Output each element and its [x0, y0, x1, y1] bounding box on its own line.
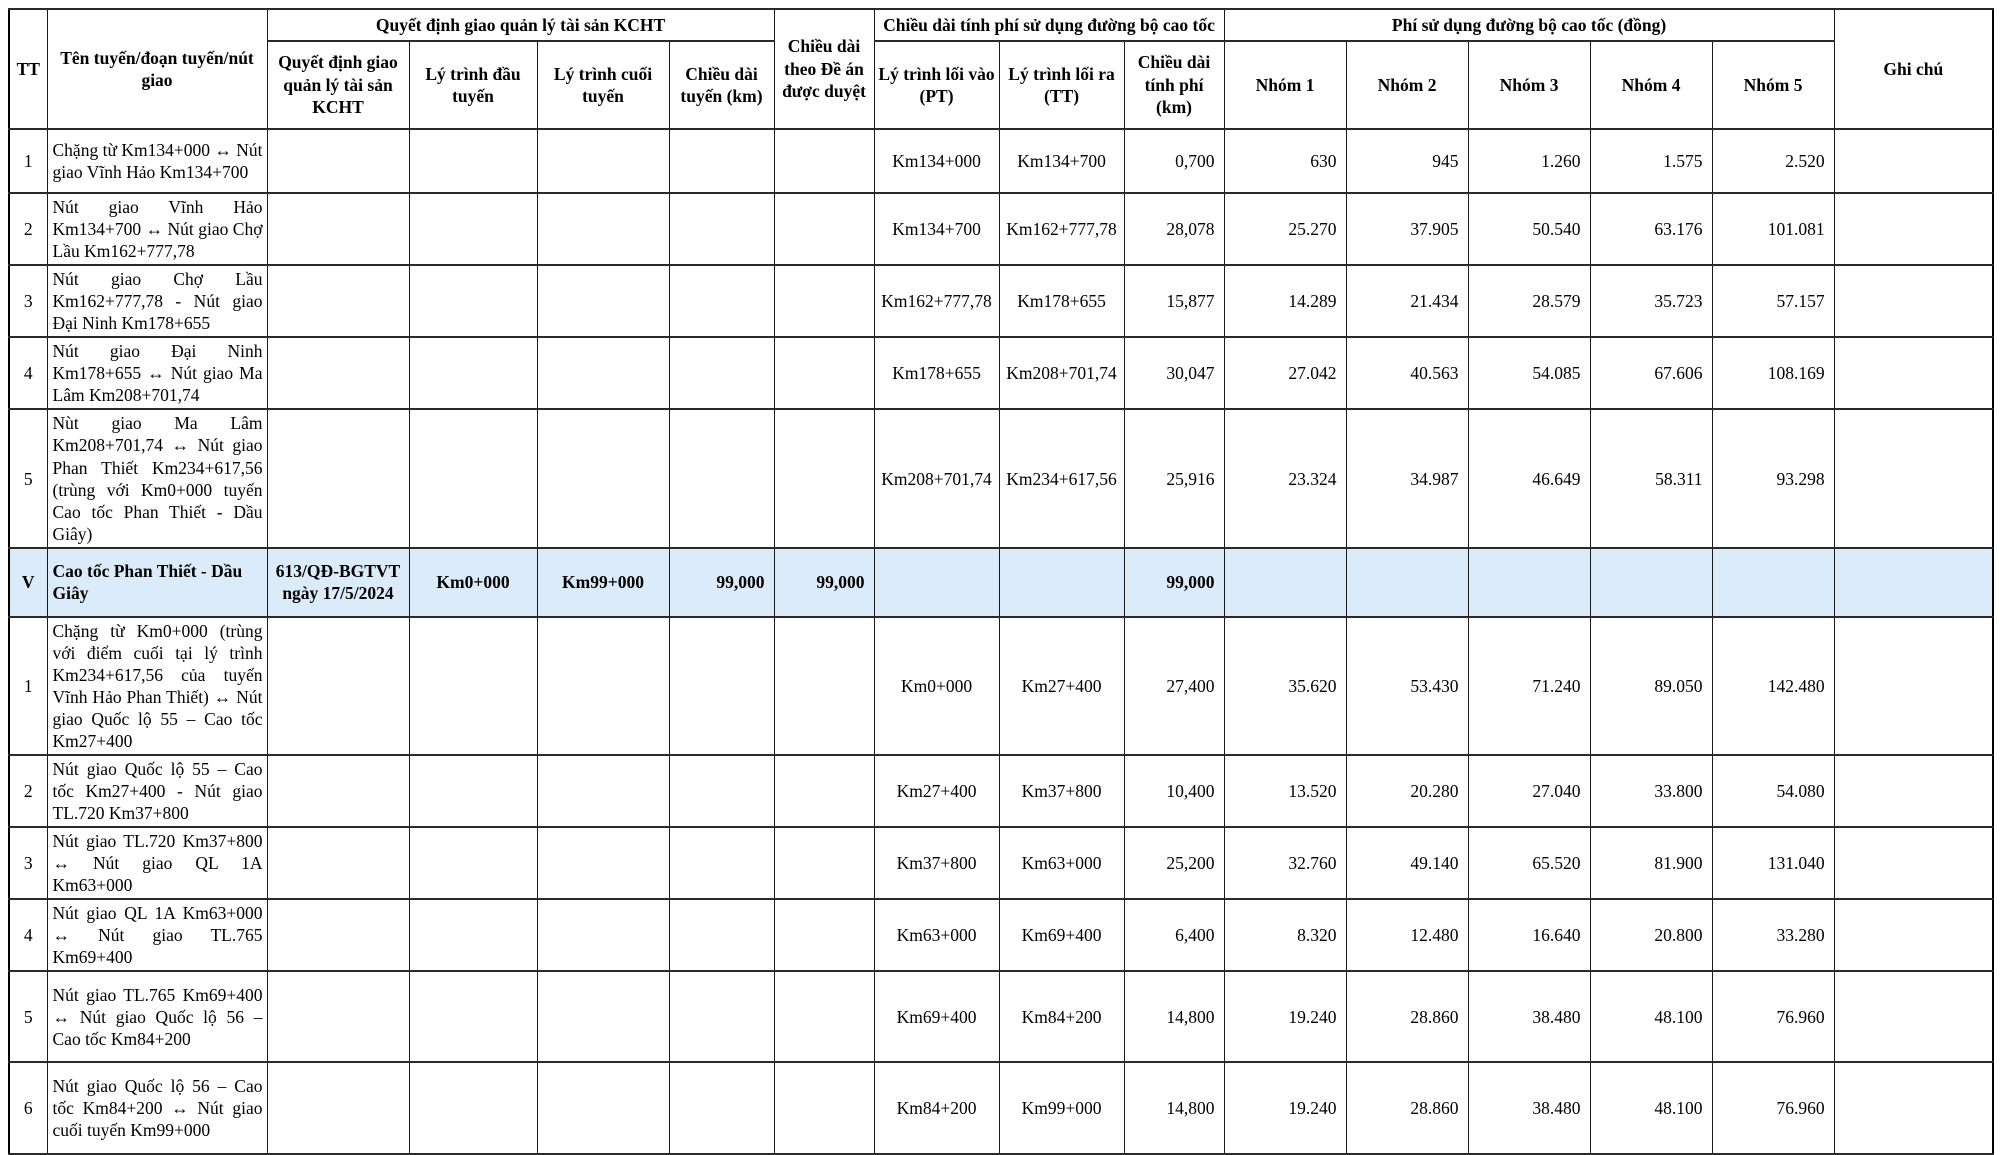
cell-approved-length: [774, 1062, 874, 1154]
cell-fee-group-4: 1.575: [1590, 129, 1712, 193]
cell-exit-point: Km208+701,74: [999, 337, 1124, 409]
cell-start-point: [409, 899, 537, 971]
cell-end-point: [537, 409, 669, 547]
cell-approved-length: [774, 129, 874, 193]
cell-decision: [267, 755, 409, 827]
table-row: [9, 265, 1993, 337]
table-row: [9, 409, 1993, 547]
cell-approved-length: [774, 193, 874, 265]
cell-route-length: [669, 971, 774, 1062]
cell-tt: 6: [9, 1062, 47, 1154]
cell-decision: [267, 129, 409, 193]
cell-exit-point: Km63+000: [999, 827, 1124, 899]
cell-approved-length: [774, 827, 874, 899]
cell-note: [1834, 548, 1993, 617]
header-group-toll-length: Chiều dài tính phí sử dụng đường bộ cao tốc: [874, 9, 1224, 41]
cell-fee-group-2: 40.563: [1346, 337, 1468, 409]
header-start-point: Lý trình đầu tuyến: [409, 41, 537, 129]
header-exit-point: Lý trình lối ra (TT): [999, 41, 1124, 129]
cell-toll-length: 10,400: [1124, 755, 1224, 827]
cell-start-point: Km0+000: [409, 548, 537, 617]
cell-fee-group-2: 21.434: [1346, 265, 1468, 337]
cell-route-length: [669, 337, 774, 409]
cell-entry-point: Km27+400: [874, 755, 999, 827]
header-group-fee: Phí sử dụng đường bộ cao tốc (đồng): [1224, 9, 1834, 41]
cell-fee-group-1: [1224, 548, 1346, 617]
header-tt: TT: [9, 9, 47, 129]
cell-exit-point: [999, 548, 1124, 617]
cell-decision: [267, 827, 409, 899]
cell-toll-length: 6,400: [1124, 899, 1224, 971]
cell-exit-point: Km27+400: [999, 617, 1124, 755]
cell-exit-point: Km99+000: [999, 1062, 1124, 1154]
cell-entry-point: Km63+000: [874, 899, 999, 971]
cell-route-length: [669, 755, 774, 827]
cell-fee-group-2: 34.987: [1346, 409, 1468, 547]
cell-end-point: [537, 971, 669, 1062]
cell-toll-length: 25,916: [1124, 409, 1224, 547]
cell-tt: 1: [9, 617, 47, 755]
cell-route-length: 99,000: [669, 548, 774, 617]
header-entry-point: Lý trình lối vào (PT): [874, 41, 999, 129]
header-route-name: Tên tuyến/đoạn tuyến/nút giao: [47, 9, 267, 129]
cell-fee-group-5: 142.480: [1712, 617, 1834, 755]
table-row: [9, 899, 1993, 971]
cell-start-point: [409, 617, 537, 755]
header-fee-group-2: Nhóm 2: [1346, 41, 1468, 129]
cell-exit-point: Km134+700: [999, 129, 1124, 193]
cell-route-length: [669, 899, 774, 971]
cell-route-name: Nút giao Vĩnh Hảo Km134+700 ↔ Nút giao Chợ Lầu Km162+777,78: [47, 193, 267, 265]
cell-note: [1834, 617, 1993, 755]
cell-decision: [267, 1062, 409, 1154]
header-sub-row: [9, 41, 1993, 129]
table-row: [9, 193, 1993, 265]
cell-start-point: [409, 193, 537, 265]
cell-route-name: Nút giao Quốc lộ 56 – Cao tốc Km84+200 ↔ Nút giao cuối tuyến Km99+000: [47, 1062, 267, 1154]
cell-entry-point: Km178+655: [874, 337, 999, 409]
cell-route-length: [669, 617, 774, 755]
cell-exit-point: Km178+655: [999, 265, 1124, 337]
cell-route-name: Nút giao TL.720 Km37+800 ↔ Nút giao QL 1A Km63+000: [47, 827, 267, 899]
cell-decision: [267, 193, 409, 265]
cell-route-name: Chặng từ Km0+000 (trùng với điểm cuối tại lý trình Km234+617,56 của tuyến Vĩnh Hảo Phan Thiết) ↔ Nút giao Quốc lộ 55 – Cao tốc Km27+400: [47, 617, 267, 755]
cell-fee-group-2: [1346, 548, 1468, 617]
header-group-decision: Quyết định giao quản lý tài sản KCHT: [267, 9, 774, 41]
cell-fee-group-1: 23.324: [1224, 409, 1346, 547]
cell-fee-group-1: 13.520: [1224, 755, 1346, 827]
cell-note: [1834, 193, 1993, 265]
cell-decision: [267, 899, 409, 971]
cell-tt: 3: [9, 265, 47, 337]
cell-fee-group-2: 53.430: [1346, 617, 1468, 755]
cell-route-name: Cao tốc Phan Thiết - Dầu Giây: [47, 548, 267, 617]
cell-fee-group-3: 54.085: [1468, 337, 1590, 409]
cell-note: [1834, 337, 1993, 409]
cell-tt: 1: [9, 129, 47, 193]
cell-approved-length: [774, 755, 874, 827]
cell-fee-group-5: 33.280: [1712, 899, 1834, 971]
header-fee-group-4: Nhóm 4: [1590, 41, 1712, 129]
cell-note: [1834, 265, 1993, 337]
cell-tt: 3: [9, 827, 47, 899]
cell-fee-group-1: 32.760: [1224, 827, 1346, 899]
cell-route-name: Nút giao QL 1A Km63+000 ↔ Nút giao TL.765 Km69+400: [47, 899, 267, 971]
cell-fee-group-1: 8.320: [1224, 899, 1346, 971]
cell-tt: 4: [9, 899, 47, 971]
cell-fee-group-1: 35.620: [1224, 617, 1346, 755]
cell-fee-group-3: 46.649: [1468, 409, 1590, 547]
cell-fee-group-1: 14.289: [1224, 265, 1346, 337]
cell-fee-group-5: 57.157: [1712, 265, 1834, 337]
cell-note: [1834, 129, 1993, 193]
cell-note: [1834, 409, 1993, 547]
cell-approved-length: [774, 617, 874, 755]
cell-end-point: [537, 265, 669, 337]
header-notes: Ghi chú: [1834, 9, 1993, 129]
cell-approved-length: [774, 899, 874, 971]
cell-end-point: [537, 1062, 669, 1154]
cell-toll-length: 27,400: [1124, 617, 1224, 755]
header-fee-group-3: Nhóm 3: [1468, 41, 1590, 129]
cell-fee-group-3: 1.260: [1468, 129, 1590, 193]
cell-end-point: [537, 129, 669, 193]
cell-end-point: [537, 617, 669, 755]
cell-decision: [267, 409, 409, 547]
cell-exit-point: Km69+400: [999, 899, 1124, 971]
cell-fee-group-1: 25.270: [1224, 193, 1346, 265]
cell-toll-length: 28,078: [1124, 193, 1224, 265]
table-row: [9, 755, 1993, 827]
header-decision: Quyết định giao quản lý tài sản KCHT: [267, 41, 409, 129]
cell-fee-group-4: 63.176: [1590, 193, 1712, 265]
cell-start-point: [409, 755, 537, 827]
cell-entry-point: Km162+777,78: [874, 265, 999, 337]
cell-exit-point: Km84+200: [999, 971, 1124, 1062]
cell-fee-group-5: 108.169: [1712, 337, 1834, 409]
header-toll-length: Chiều dài tính phí (km): [1124, 41, 1224, 129]
cell-fee-group-3: 38.480: [1468, 971, 1590, 1062]
cell-approved-length: [774, 409, 874, 547]
cell-entry-point: Km37+800: [874, 827, 999, 899]
cell-entry-point: Km69+400: [874, 971, 999, 1062]
cell-entry-point: Km134+700: [874, 193, 999, 265]
cell-end-point: [537, 337, 669, 409]
cell-entry-point: Km84+200: [874, 1062, 999, 1154]
cell-route-length: [669, 409, 774, 547]
cell-route-name: Chặng từ Km134+000 ↔ Nút giao Vĩnh Hảo Km134+700: [47, 129, 267, 193]
cell-fee-group-2: 49.140: [1346, 827, 1468, 899]
cell-fee-group-2: 37.905: [1346, 193, 1468, 265]
cell-start-point: [409, 265, 537, 337]
cell-fee-group-5: 76.960: [1712, 971, 1834, 1062]
cell-route-name: Nút giao Quốc lộ 55 – Cao tốc Km27+400 - Nút giao TL.720 Km37+800: [47, 755, 267, 827]
header-route-length: Chiều dài tuyến (km): [669, 41, 774, 129]
cell-fee-group-3: 71.240: [1468, 617, 1590, 755]
cell-fee-group-3: 65.520: [1468, 827, 1590, 899]
cell-decision: [267, 337, 409, 409]
cell-end-point: [537, 193, 669, 265]
cell-toll-length: 14,800: [1124, 971, 1224, 1062]
cell-fee-group-4: 35.723: [1590, 265, 1712, 337]
cell-end-point: [537, 827, 669, 899]
cell-fee-group-2: 28.860: [1346, 971, 1468, 1062]
header-end-point: Lý trình cuối tuyến: [537, 41, 669, 129]
cell-fee-group-4: 81.900: [1590, 827, 1712, 899]
cell-fee-group-3: [1468, 548, 1590, 617]
cell-exit-point: Km162+777,78: [999, 193, 1124, 265]
cell-fee-group-1: 19.240: [1224, 971, 1346, 1062]
table-header: [9, 9, 1993, 129]
cell-approved-length: 99,000: [774, 548, 874, 617]
cell-decision: [267, 265, 409, 337]
cell-toll-length: 25,200: [1124, 827, 1224, 899]
table-row: [9, 971, 1993, 1062]
table-row: [9, 827, 1993, 899]
cell-approved-length: [774, 337, 874, 409]
cell-decision: [267, 617, 409, 755]
cell-note: [1834, 1062, 1993, 1154]
cell-start-point: [409, 409, 537, 547]
table-row: [9, 337, 1993, 409]
cell-decision: [267, 971, 409, 1062]
cell-fee-group-2: 945: [1346, 129, 1468, 193]
cell-tt: 2: [9, 193, 47, 265]
cell-fee-group-4: 20.800: [1590, 899, 1712, 971]
cell-route-length: [669, 265, 774, 337]
cell-toll-length: 0,700: [1124, 129, 1224, 193]
cell-note: [1834, 899, 1993, 971]
cell-note: [1834, 755, 1993, 827]
cell-fee-group-5: 76.960: [1712, 1062, 1834, 1154]
cell-toll-length: 14,800: [1124, 1062, 1224, 1154]
cell-end-point: [537, 899, 669, 971]
cell-fee-group-5: 93.298: [1712, 409, 1834, 547]
cell-start-point: [409, 971, 537, 1062]
cell-fee-group-4: 58.311: [1590, 409, 1712, 547]
header-group-row: [9, 9, 1993, 41]
cell-route-name: Nút giao TL.765 Km69+400 ↔ Nút giao Quốc lộ 56 – Cao tốc Km84+200: [47, 971, 267, 1062]
cell-toll-length: 15,877: [1124, 265, 1224, 337]
cell-fee-group-5: 101.081: [1712, 193, 1834, 265]
header-fee-group-5: Nhóm 5: [1712, 41, 1834, 129]
cell-fee-group-4: 48.100: [1590, 971, 1712, 1062]
cell-start-point: [409, 337, 537, 409]
table-row: [9, 129, 1993, 193]
cell-fee-group-3: 27.040: [1468, 755, 1590, 827]
cell-toll-length: 30,047: [1124, 337, 1224, 409]
cell-end-point: [537, 755, 669, 827]
cell-tt: V: [9, 548, 47, 617]
cell-fee-group-5: 54.080: [1712, 755, 1834, 827]
cell-fee-group-5: 2.520: [1712, 129, 1834, 193]
cell-entry-point: Km134+000: [874, 129, 999, 193]
table-row: [9, 617, 1993, 755]
cell-tt: 2: [9, 755, 47, 827]
cell-tt: 4: [9, 337, 47, 409]
table-row: [9, 548, 1993, 617]
cell-route-name: Nùt giao Ma Lâm Km208+701,74 ↔ Nút giao Phan Thiết Km234+617,56 (trùng với Km0+000 tuyến Cao tốc Phan Thiết - Dầu Giây): [47, 409, 267, 547]
cell-toll-length: 99,000: [1124, 548, 1224, 617]
cell-fee-group-3: 38.480: [1468, 1062, 1590, 1154]
cell-fee-group-1: 19.240: [1224, 1062, 1346, 1154]
toll-fee-table: [8, 8, 1994, 1155]
table-body: [9, 129, 1993, 1154]
cell-fee-group-5: 131.040: [1712, 827, 1834, 899]
cell-route-length: [669, 1062, 774, 1154]
cell-fee-group-2: 20.280: [1346, 755, 1468, 827]
table-row: [9, 1062, 1993, 1154]
cell-fee-group-4: 89.050: [1590, 617, 1712, 755]
cell-fee-group-4: 67.606: [1590, 337, 1712, 409]
cell-fee-group-5: [1712, 548, 1834, 617]
cell-route-name: Nút giao Đại Ninh Km178+655 ↔ Nút giao Ma Lâm Km208+701,74: [47, 337, 267, 409]
cell-route-length: [669, 827, 774, 899]
cell-fee-group-2: 28.860: [1346, 1062, 1468, 1154]
cell-fee-group-4: 33.800: [1590, 755, 1712, 827]
cell-tt: 5: [9, 409, 47, 547]
cell-route-length: [669, 129, 774, 193]
cell-note: [1834, 971, 1993, 1062]
cell-end-point: Km99+000: [537, 548, 669, 617]
cell-note: [1834, 827, 1993, 899]
cell-fee-group-1: 630: [1224, 129, 1346, 193]
cell-fee-group-4: [1590, 548, 1712, 617]
cell-entry-point: Km208+701,74: [874, 409, 999, 547]
cell-start-point: [409, 1062, 537, 1154]
cell-exit-point: Km234+617,56: [999, 409, 1124, 547]
cell-fee-group-3: 50.540: [1468, 193, 1590, 265]
cell-start-point: [409, 129, 537, 193]
cell-approved-length: [774, 971, 874, 1062]
cell-tt: 5: [9, 971, 47, 1062]
cell-fee-group-2: 12.480: [1346, 899, 1468, 971]
cell-decision: 613/QĐ-BGTVT ngày 17/5/2024: [267, 548, 409, 617]
cell-start-point: [409, 827, 537, 899]
header-approved-length: Chiều dài theo Đề án được duyệt: [774, 9, 874, 129]
cell-entry-point: Km0+000: [874, 617, 999, 755]
cell-entry-point: [874, 548, 999, 617]
cell-route-length: [669, 193, 774, 265]
header-fee-group-1: Nhóm 1: [1224, 41, 1346, 129]
cell-fee-group-3: 28.579: [1468, 265, 1590, 337]
cell-exit-point: Km37+800: [999, 755, 1124, 827]
cell-fee-group-1: 27.042: [1224, 337, 1346, 409]
cell-approved-length: [774, 265, 874, 337]
cell-fee-group-4: 48.100: [1590, 1062, 1712, 1154]
cell-route-name: Nút giao Chợ Lầu Km162+777,78 - Nút giao Đại Ninh Km178+655: [47, 265, 267, 337]
cell-fee-group-3: 16.640: [1468, 899, 1590, 971]
